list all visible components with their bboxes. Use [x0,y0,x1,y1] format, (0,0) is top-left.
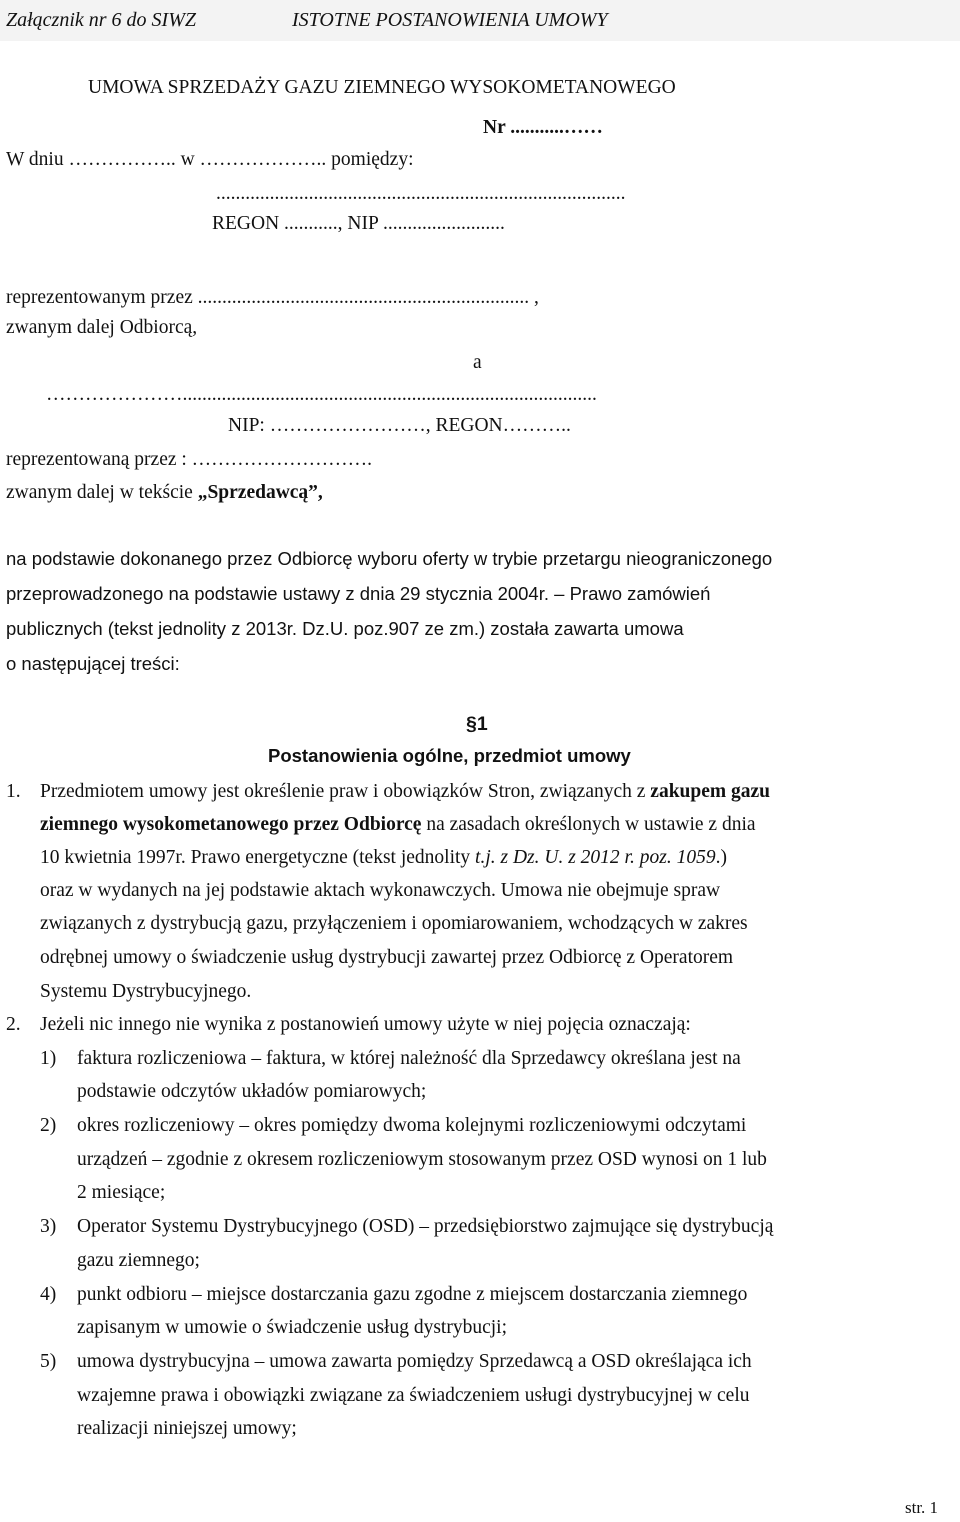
item-3-line-2: gazu ziemnego; [77,1250,200,1271]
item-3-number: 3) [40,1216,57,1237]
item-1-number: 1) [40,1048,57,1069]
seller-dots: …………………..................................................................................... [46,384,597,405]
item-5-line-1: umowa dystrybucyjna – umowa zawarta pomiędzy Sprzedawcą a OSD określająca ich [77,1351,752,1372]
item-1-line-2: podstawie odczytów układów pomiarowych; [77,1081,427,1102]
para1-line-1-text: Przedmiotem umowy jest określenie praw i obowiązków Stron, związanych z [40,781,651,802]
item-3-line-1: Operator Systemu Dystrybucyjnego (OSD) – przedsiębiorstwo zajmujące się dystrybucją [77,1216,774,1237]
item-1-line-1: faktura rozliczeniowa – faktura, w której należność dla Sprzedawcy określana jest na [77,1048,741,1069]
and-word: a [473,352,482,373]
seller-called-name: „Sprzedawcą”, [197,482,323,503]
para2-intro: Jeżeli nic innego nie wynika z postanowień umowy użyte w niej pojęcia oznaczają: [40,1014,691,1035]
preamble-line-4: o następującej treści: [6,653,180,674]
buyer-represented-by: reprezentowanym przez .................................................................... , [6,287,539,308]
section-1-title: Postanowienia ogólne, przedmiot umowy [268,745,631,766]
section-number: 1 [476,713,488,735]
buyer-dots: .................................................................................... [216,183,626,204]
para1-line-2 [40,813,756,837]
para1-line-3-text: 10 kwietnia 1997r. Prawo energetyczne (tekst jednolity [40,847,476,868]
item-4-line-1: punkt odbioru – miejsce dostarczania gazu zgodne z miejscem dostarczania ziemnego [77,1284,748,1305]
item-5-number: 5) [40,1351,57,1372]
attachment-label: Załącznik nr 6 do SIWZ [6,9,196,31]
para1-number: 1. [6,781,21,802]
para1-line-6: odrębnej umowy o świadczenie usług dystrybucji zawartej przez Odbiorcę z Operatorem [40,947,734,968]
seller-called [6,481,323,505]
para1-line-1 [40,780,770,804]
essential-provisions-label: ISTOTNE POSTANOWIENIA UMOWY [292,9,608,31]
para1-line-3-end: .) [715,847,727,868]
para1-line-1-bold: zakupem gazu [650,781,771,802]
para1-line-7: Systemu Dystrybucyjnego. [40,981,252,1002]
preamble-line-2: przeprowadzonego na podstawie ustawy z dnia 29 stycznia 2004r. – Prawo zamówień [6,583,711,604]
seller-called-prefix: zwanym dalej w tekście [6,482,198,503]
regon-nip-line: REGON ..........., NIP ......................... [212,213,505,234]
item-5-line-3: realizacji niniejszej umowy; [77,1418,297,1439]
preamble-line-1: na podstawie dokonanego przez Odbiorcę wyboru oferty w trybie przetargu nieograniczonego [6,548,773,569]
para1-line-4: oraz w wydanych na jej podstawie aktach wykonawczych. Umowa nie obejmuje spraw [40,880,721,901]
section-symbol: § [466,713,477,735]
seller-represented-by: reprezentowaną przez : ………………………. [6,449,373,470]
preamble-line-3: publicznych (tekst jednolity z 2013r. Dz.U. poz.907 ze zm.) została zawarta umowa [6,618,684,639]
para2-number: 2. [6,1014,21,1035]
item-4-number: 4) [40,1284,57,1305]
section-1-heading [466,712,488,736]
item-2-line-2: urządzeń – zgodnie z okresem rozliczeniowym stosowanym przez OSD wynosi on 1 lub [77,1149,767,1170]
item-2-number: 2) [40,1115,57,1136]
contract-number: Nr ...........…… [483,117,603,138]
nip-regon-line: NIP: ……………………, REGON……….. [228,415,571,436]
date-line: W dniu …………….. w ……………….. pomiędzy: [6,149,414,170]
para1-line-3-italic: t.j. z Dz. U. z 2012 r. poz. 1059 [475,847,716,868]
buyer-called [6,316,197,340]
item-5-line-2: wzajemne prawa i obowiązki związane za świadczeniem usługi dystrybucyjnej w celu [77,1385,750,1406]
item-2-line-3: 2 miesiące; [77,1182,166,1203]
buyer-called-name: Odbiorcą, [119,317,198,338]
contract-title: UMOWA SPRZEDAŻY GAZU ZIEMNEGO WYSOKOMETANOWEGO [88,77,676,98]
page-number: str. 1 [905,1498,939,1517]
item-4-line-2: zapisanym w umowie o świadczenie usług dystrybucji; [77,1317,507,1338]
para1-line-2-text: na zasadach określonych w ustawie z dnia [421,814,756,835]
item-2-line-1: okres rozliczeniowy – okres pomiędzy dwoma kolejnymi rozliczeniowymi odczytami [77,1115,747,1136]
buyer-called-prefix: zwanym dalej [6,317,120,338]
para1-line-2-bold: ziemnego wysokometanowego przez Odbiorcę [40,814,422,835]
para1-line-3 [40,846,727,870]
para1-line-5: związanych z dystrybucją gazu, przyłączeniem i opomiarowaniem, wchodzących w zakres [40,913,748,934]
